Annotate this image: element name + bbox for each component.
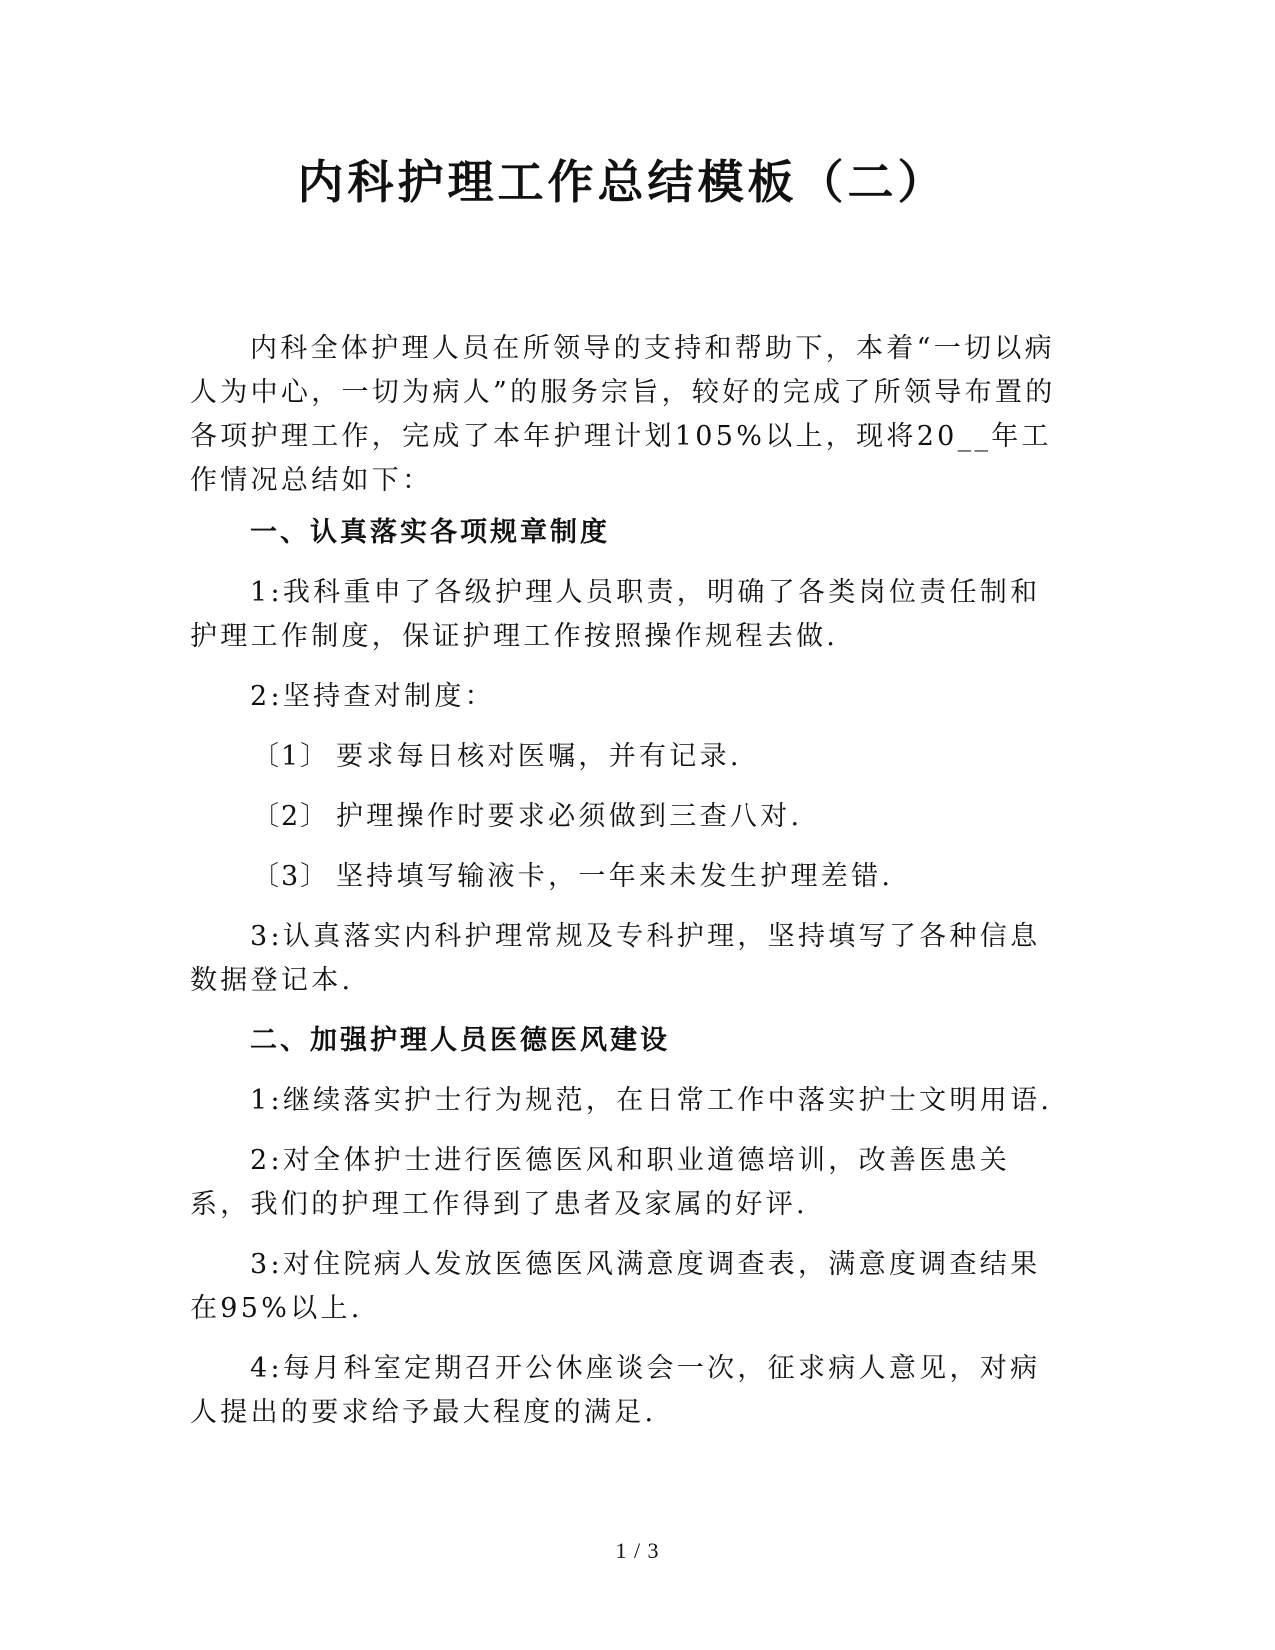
subitem-number: 〔2〕 <box>252 801 330 832</box>
intro-paragraph: 内科全体护理人员在所领导的支持和帮助下，本着“一切以病人为中心，一切为病人”的服务宗旨，较好的完成了所领导布置的各项护理工作，完成了本年护理计划105%以上，现将20__年工作情况总结如下： <box>190 333 1056 496</box>
subitem-text: 坚持填写输液卡，一年来未发生护理差错. <box>336 861 894 892</box>
section-2-item-1: 1:继续落实护士行为规范，在日常工作中落实护士文明用语. <box>250 1085 1053 1116</box>
section-1-subitem-1 <box>190 735 1070 779</box>
subitem-number: 〔3〕 <box>252 861 330 892</box>
subitem-number: 〔1〕 <box>252 741 330 772</box>
section-2-heading: 二、加强护理人员医德医风建设 <box>250 1025 670 1056</box>
section-1-item-2: 2:坚持查对制度： <box>250 681 495 712</box>
section-1-item-1: 1:我科重申了各级护理人员职责，明确了各类岗位责任制和护理工作制度，保证护理工作按照操作规程去做. <box>190 577 1041 652</box>
subitem-text: 护理操作时要求必须做到三查八对. <box>336 801 803 832</box>
section-1-heading: 一、认真落实各项规章制度 <box>250 517 610 548</box>
document-body <box>190 327 1070 1451</box>
section-2-item-4: 4:每月科室定期召开公休座谈会一次，征求病人意见，对病人提出的要求给予最大程度的满足. <box>190 1353 1041 1428</box>
section-2-item-2: 2:对全体护士进行医德医风和职业道德培训，改善医患关系，我们的护理工作得到了患者及家属的好评. <box>190 1145 1011 1220</box>
section-1-subitem-2 <box>190 795 1070 839</box>
section-1-subitem-3 <box>190 855 1070 899</box>
page-number: 1 / 3 <box>615 1538 660 1563</box>
section-2-item-3: 3:对住院病人发放医德医风满意度调查表，满意度调查结果在95%以上. <box>190 1249 1041 1324</box>
subitem-text: 要求每日核对医嘱，并有记录. <box>336 741 742 772</box>
section-1-item-3: 3:认真落实内科护理常规及专科护理，坚持填写了各种信息数据登记本. <box>190 921 1041 996</box>
document-title: 内科护理工作总结模板（二） <box>297 155 948 209</box>
